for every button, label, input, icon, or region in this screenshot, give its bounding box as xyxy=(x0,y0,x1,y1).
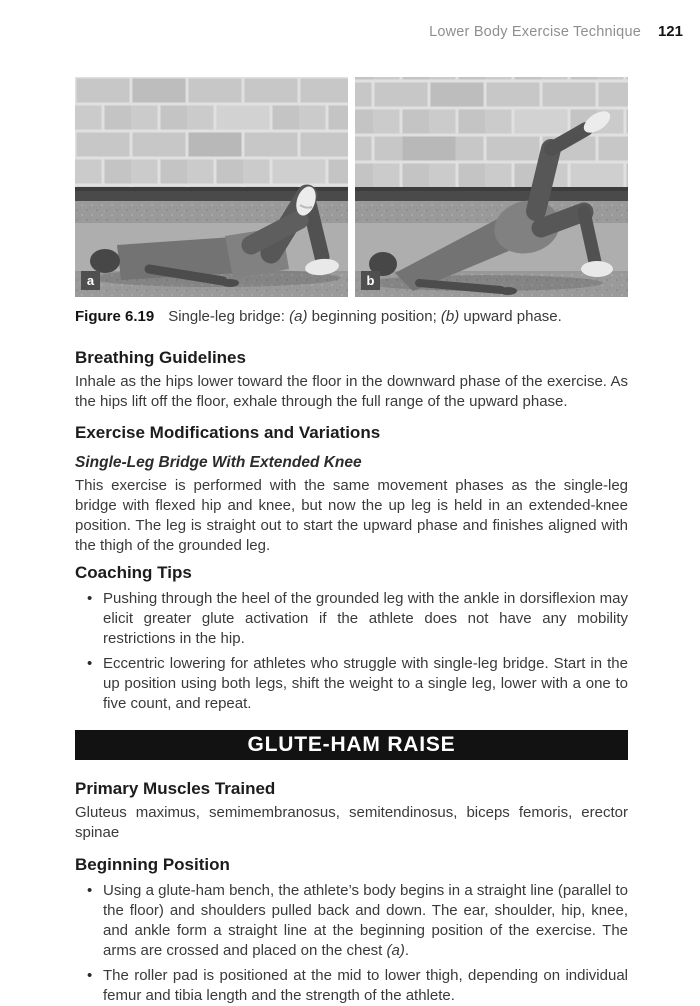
breathing-guidelines-text: Inhale as the hips lower toward the floor in the downward phase of the exercise. As the hips lift off the floor, exhale through the full range of the upward phase. xyxy=(75,373,628,410)
section-breathing-guidelines xyxy=(75,347,628,412)
coaching-tip-item: • Pushing through the heel of the grounded leg with the ankle in dorsiflexion may elicit greater glute activation if the athlete does not have any mobility restrictions in the hip. xyxy=(75,589,628,649)
primary-muscles-text: Gluteus maximus, semimembranosus, semitendinosus, biceps femoris, erector spinae xyxy=(75,804,628,841)
figure-6-19 xyxy=(75,77,628,327)
heading-modifications: Exercise Modifications and Variations xyxy=(75,423,381,442)
exercise-photo-b xyxy=(355,77,628,297)
exercise-title-banner: GLUTE-HAM RAISE xyxy=(75,730,628,760)
heading-primary-muscles: Primary Muscles Trained xyxy=(75,779,276,798)
beginning-position-list xyxy=(75,881,628,1006)
section-modifications xyxy=(75,422,628,556)
coaching-tips-list xyxy=(75,589,628,714)
section-coaching-tips xyxy=(75,562,628,714)
modifications-text: This exercise is performed with the same movement phases as the single-leg bridge with flexed hip and knee, but now the up leg is held in an extended-knee position. The leg is straight out to start the upward phase and finishes aligned with the thigh of the grounded leg. xyxy=(75,477,628,554)
heading-coaching-tips: Coaching Tips xyxy=(75,563,192,582)
running-head xyxy=(429,23,683,40)
photo-label-b: b xyxy=(361,271,380,290)
chapter-title: Lower Body Exercise Technique xyxy=(429,24,641,40)
beginning-position-item: • Using a glute-ham bench, the athlete’s body begins in a straight line (parallel to the floor) and shoulders pulled back and down. The ear, shoulder, hip, knee, and ankle form a straight line at the beginning position of the exercise. The arms are crossed and placed on the chest (a). xyxy=(75,881,628,961)
figure-caption: Figure 6.19 Single-leg bridge: (a) beginning position; (b) upward phase. xyxy=(75,308,562,325)
page-number: 121 xyxy=(657,23,683,40)
coaching-tip-item: • Eccentric lowering for athletes who struggle with single-leg bridge. Start in the up position using both legs, shift the weight to a single leg, lower with a one to five count, and repeat. xyxy=(75,654,628,714)
heading-breathing-guidelines: Breathing Guidelines xyxy=(75,348,246,367)
text-column xyxy=(75,77,628,1006)
figure-number: Figure 6.19 xyxy=(75,308,155,325)
photo-pair xyxy=(75,77,628,297)
photo-a-illustration xyxy=(75,77,348,297)
beginning-position-item: • The roller pad is positioned at the mid to lower thigh, depending on individual femur and tibia length and the strength of the athlete. xyxy=(75,966,628,1006)
heading-beginning-position: Beginning Position xyxy=(75,855,230,874)
photo-b-illustration xyxy=(355,77,628,297)
subheading-extended-knee: Single-Leg Bridge With Extended Knee xyxy=(75,454,362,471)
exercise-photo-a xyxy=(75,77,348,297)
section-glute-ham-raise xyxy=(75,778,628,1006)
photo-label-a: a xyxy=(81,271,100,290)
